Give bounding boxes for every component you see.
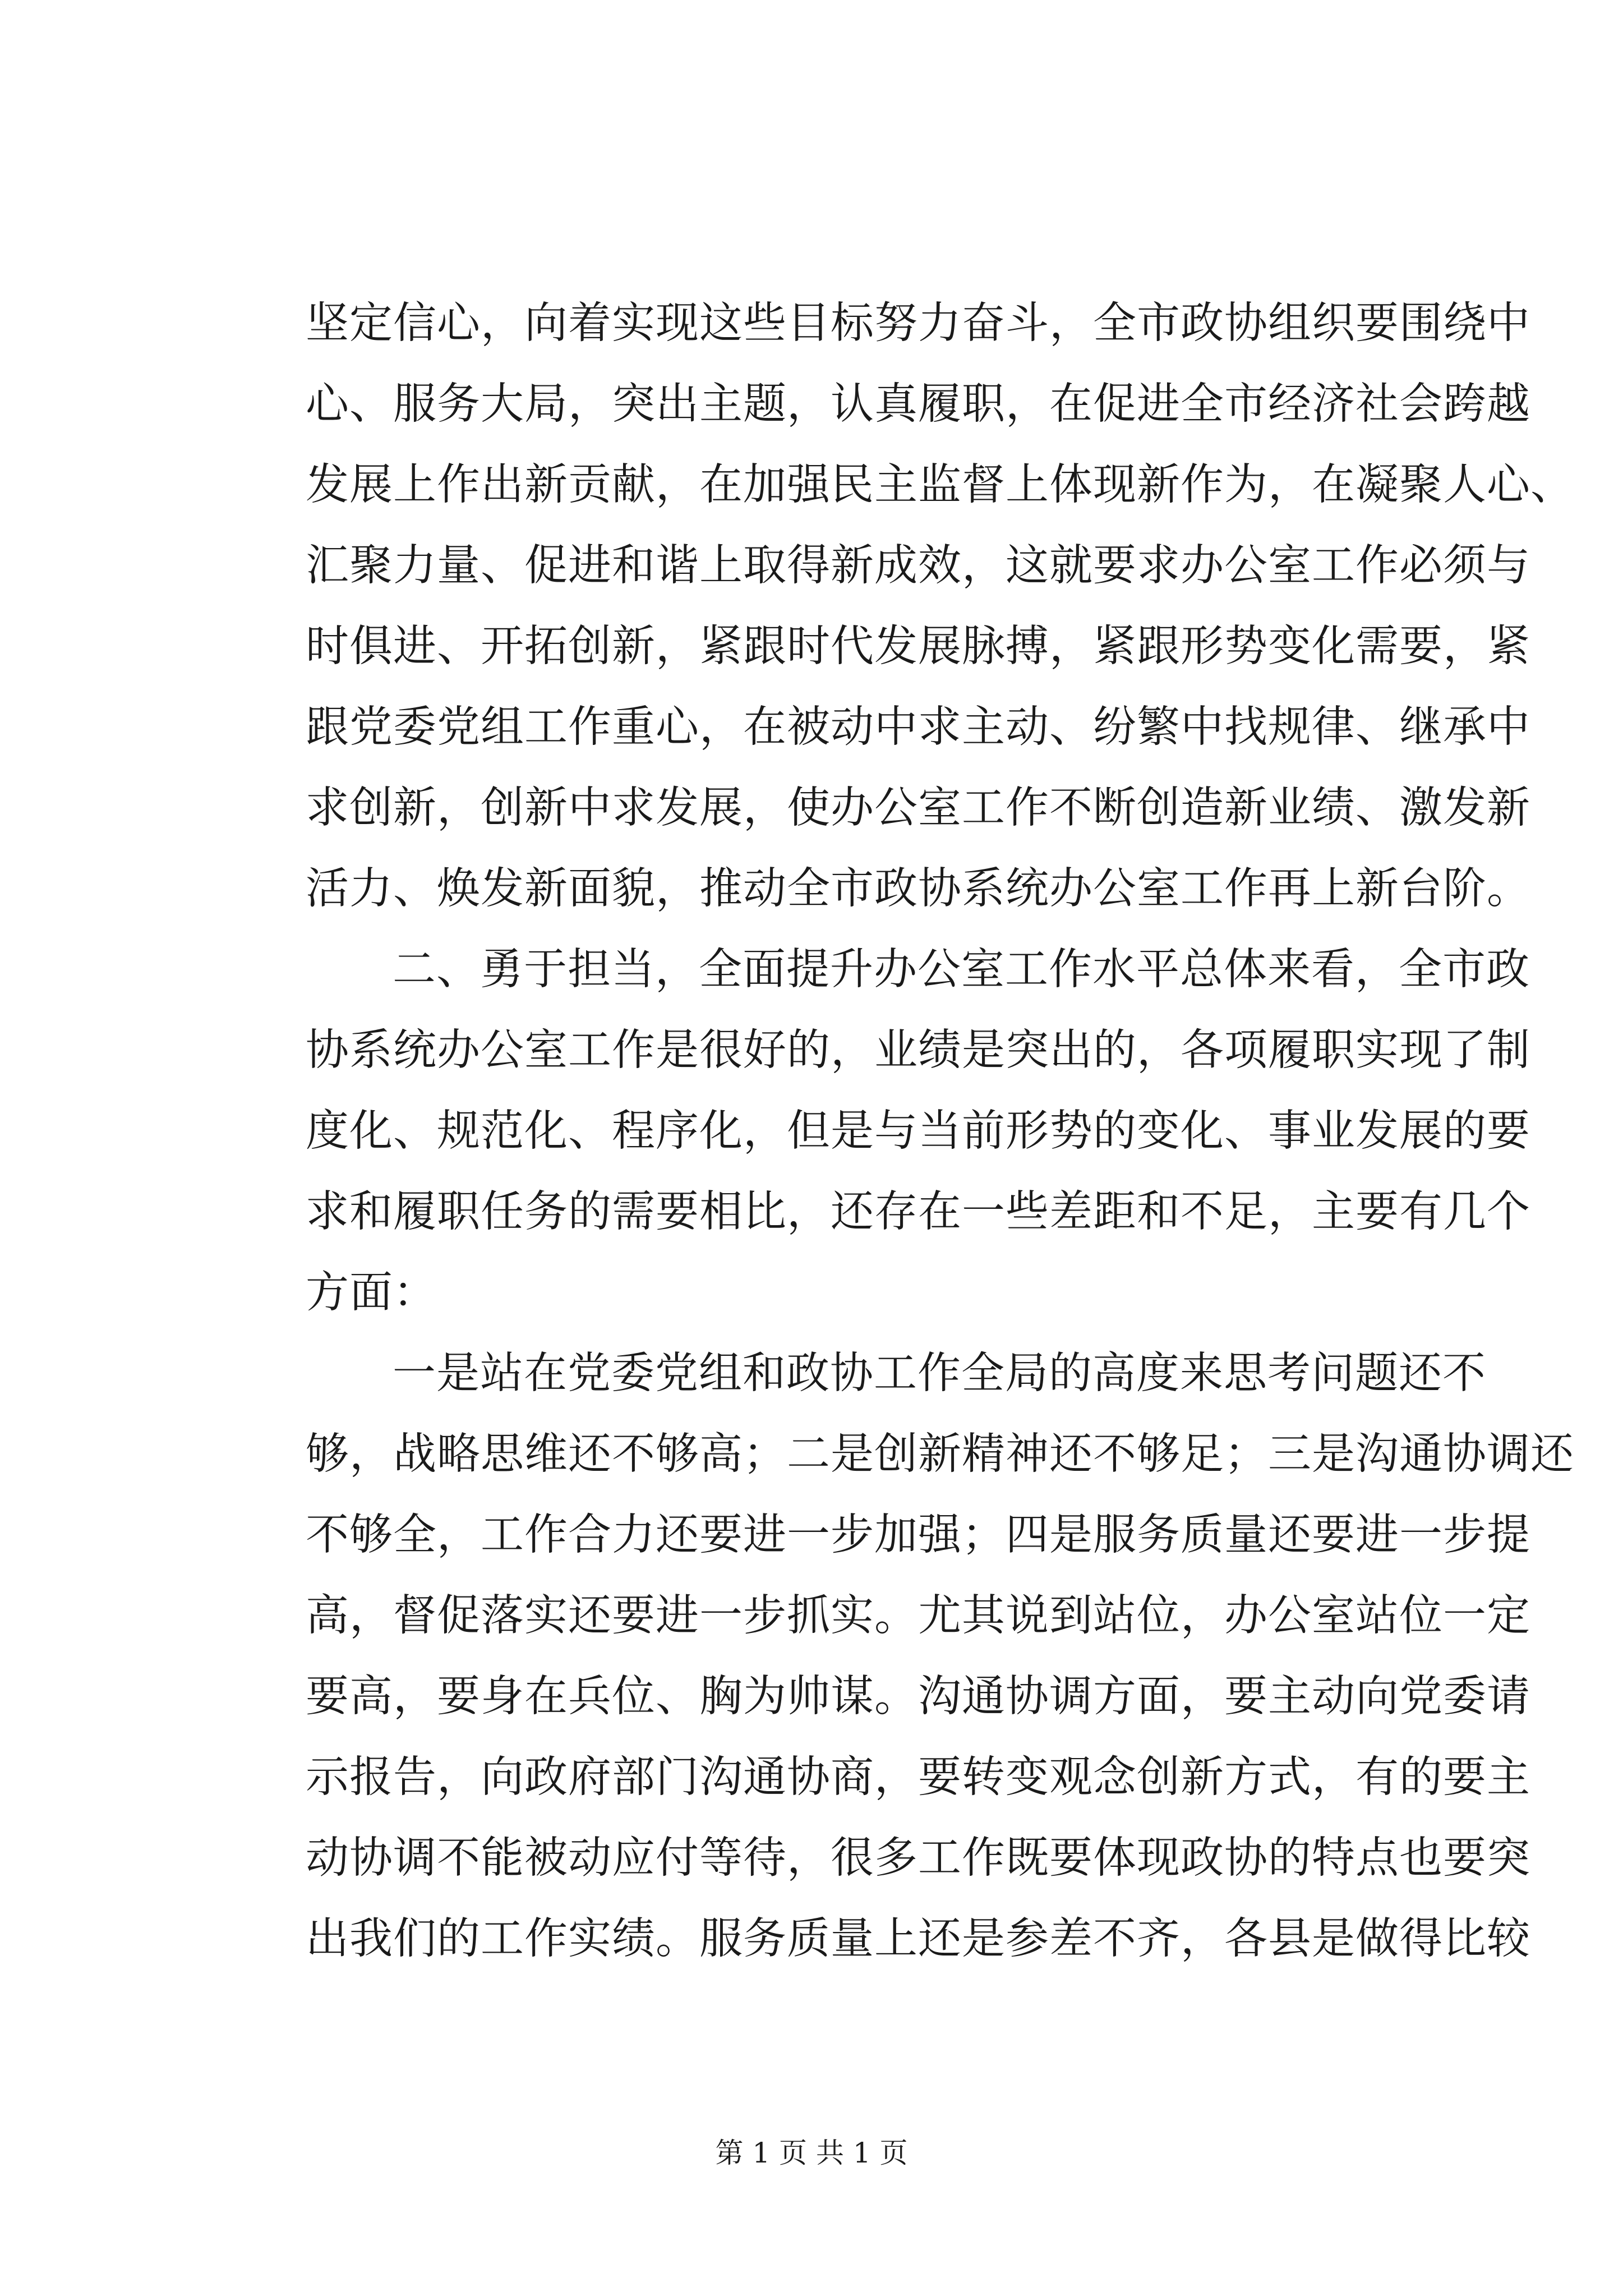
text-line: 一是站在党委党组和政协工作全局的高度来思考问题还不 xyxy=(393,1349,1486,1398)
text-line: 汇聚力量、促进和谐上取得新成效，这就要求办公室工作必须与 xyxy=(306,541,1530,591)
text-line: 示报告，向政府部门沟通协商，要转变观念创新方式，有的要主 xyxy=(306,1752,1530,1802)
text-line: 二、勇于担当，全面提升办公室工作水平总体来看，全市政 xyxy=(393,945,1530,995)
text-line: 心、服务大局，突出主题，认真履职，在促进全市经济社会跨越 xyxy=(306,379,1530,429)
text-line: 求创新，创新中求发展，使办公室工作不断创造新业绩、激发新 xyxy=(306,783,1530,833)
text-line: 要高，要身在兵位、胸为帅谋。沟通协调方面，要主动向党委请 xyxy=(306,1672,1530,1722)
text-line: 方面： xyxy=(306,1268,437,1318)
text-line: 出我们的工作实绩。服务质量上还是参差不齐，各县是做得比较 xyxy=(306,1914,1530,1964)
text-line: 度化、规范化、程序化，但是与当前形势的变化、事业发展的要 xyxy=(306,1106,1530,1156)
text-line: 发展上作出新贡献，在加强民主监督上体现新作为，在凝聚人心、 xyxy=(306,460,1574,510)
text-line: 不够全，工作合力还要进一步加强；四是服务质量还要进一步提 xyxy=(306,1510,1530,1560)
text-line: 够，战略思维还不够高；二是创新精神还不够足；三是沟通协调还 xyxy=(306,1429,1574,1479)
text-line: 活力、焕发新面貌，推动全市政协系统办公室工作再上新台阶。 xyxy=(306,864,1530,914)
body-text xyxy=(306,283,1574,1980)
page-number-label: 第 1 页 共 1 页 xyxy=(715,2137,908,2169)
text-line: 协系统办公室工作是很好的，业绩是突出的，各项履职实现了制 xyxy=(306,1025,1530,1075)
page-footer xyxy=(0,2136,1623,2170)
text-line: 求和履职任务的需要相比，还存在一些差距和不足，主要有几个 xyxy=(306,1187,1530,1237)
text-line: 动协调不能被动应付等待，很多工作既要体现政协的特点也要突 xyxy=(306,1833,1530,1883)
text-line: 跟党委党组工作重心，在被动中求主动、纷繁中找规律、继承中 xyxy=(306,702,1530,752)
text-line: 时俱进、开拓创新，紧跟时代发展脉搏，紧跟形势变化需要，紧 xyxy=(306,622,1530,671)
text-line: 高，督促落实还要进一步抓实。尤其说到站位，办公室站位一定 xyxy=(306,1591,1530,1641)
text-line: 坚定信心，向着实现这些目标努力奋斗，全市政协组织要围绕中 xyxy=(306,298,1530,348)
